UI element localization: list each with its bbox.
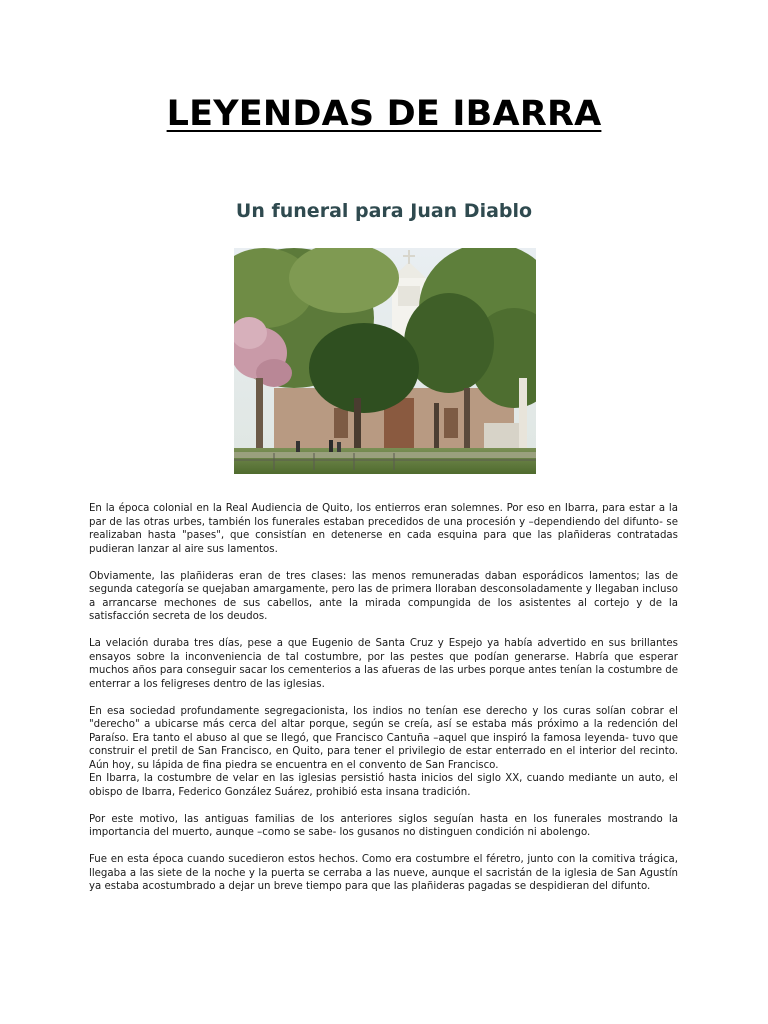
paragraph: En la época colonial en la Real Audiencia de Quito, los entierros eran solemnes. Por eso en Ibarra, para estar a la par de las otras urbes, también los funerales estaban precedidos de una procesión y –dependiendo del difunto- se realizaban hasta "pases", que consistían en detenerse en cada esquina para que las plañideras contratadas pudieran lanzar al aire sus lamentos. (89, 503, 678, 555)
plaza-photo (234, 248, 536, 474)
page-title (0, 94, 768, 134)
paragraph: La velación duraba tres días, pese a que Eugenio de Santa Cruz y Espejo ya había advertido en sus brillantes ensayos sobre la inconveniencia de tal costumbre, por las pestes que podían generarse. Habría que esperar muchos años para conseguir sacar los cementerios a las afueras de las urbes porque antes tenían la costumbre de enterrar a los feligreses dentro de las iglesias. (89, 638, 678, 690)
paragraph: Obviamente, las plañideras eran de tres clases: las menos remuneradas daban esporádicos lamentos; las de segunda categoría se quejaban amargamente, pero las de primera lloraban desconsoladamente y llegaban incluso a arrancarse mechones de sus cabellos, ante la mirada compungida de los asistentes al cortejo y de la satisfacción secreta de los deudos. (89, 570, 678, 622)
paragraph: En esa sociedad profundamente segregacionista, los indios no tenían ese derecho y los curas solían cobrar el "derecho" a ubicarse más cerca del altar porque, según se creía, así se estaba más próximo a la redención del Paraíso. Era tanto el abuso al que se llegó, que Francisco Cantuña –aquel que inspiró la famosa leyenda- tuvo que construir el pretil de San Francisco, en Quito, para tener el privilegio de estar enterrado en el interior del recinto. Aún hoy, su lápida de fina piedra se encuentra en el convento de San Francisco. (89, 705, 678, 771)
page-title-text: LEYENDAS DE IBARRA (166, 94, 602, 134)
article-body (89, 502, 678, 907)
paragraph: Fue en esta época cuando sucedieron estos hechos. Como era costumbre el féretro, junto con la comitiva trágica, llegaba a las siete de la noche y la puerta se cerraba a las nueve, aunque el sacristán de la iglesia de San Agustín ya estaba acostumbrado a dejar un breve tiempo para que las plañideras pagadas se despidieran del difunto. (89, 854, 678, 892)
paragraph: Por este motivo, las antiguas familias de los anteriores siglos seguían hasta en los funerales mostrando la importancia del muerto, aunque –como se sabe- los gusanos no distinguen condición ni abolengo. (89, 813, 678, 838)
page-subtitle: Un funeral para Juan Diablo (235, 200, 533, 222)
paragraph: En Ibarra, la costumbre de velar en las iglesias persistió hasta inicios del siglo XX, cuando mediante un auto, el obispo de Ibarra, Federico González Suárez, prohibió esta insana tradición. (89, 773, 678, 798)
